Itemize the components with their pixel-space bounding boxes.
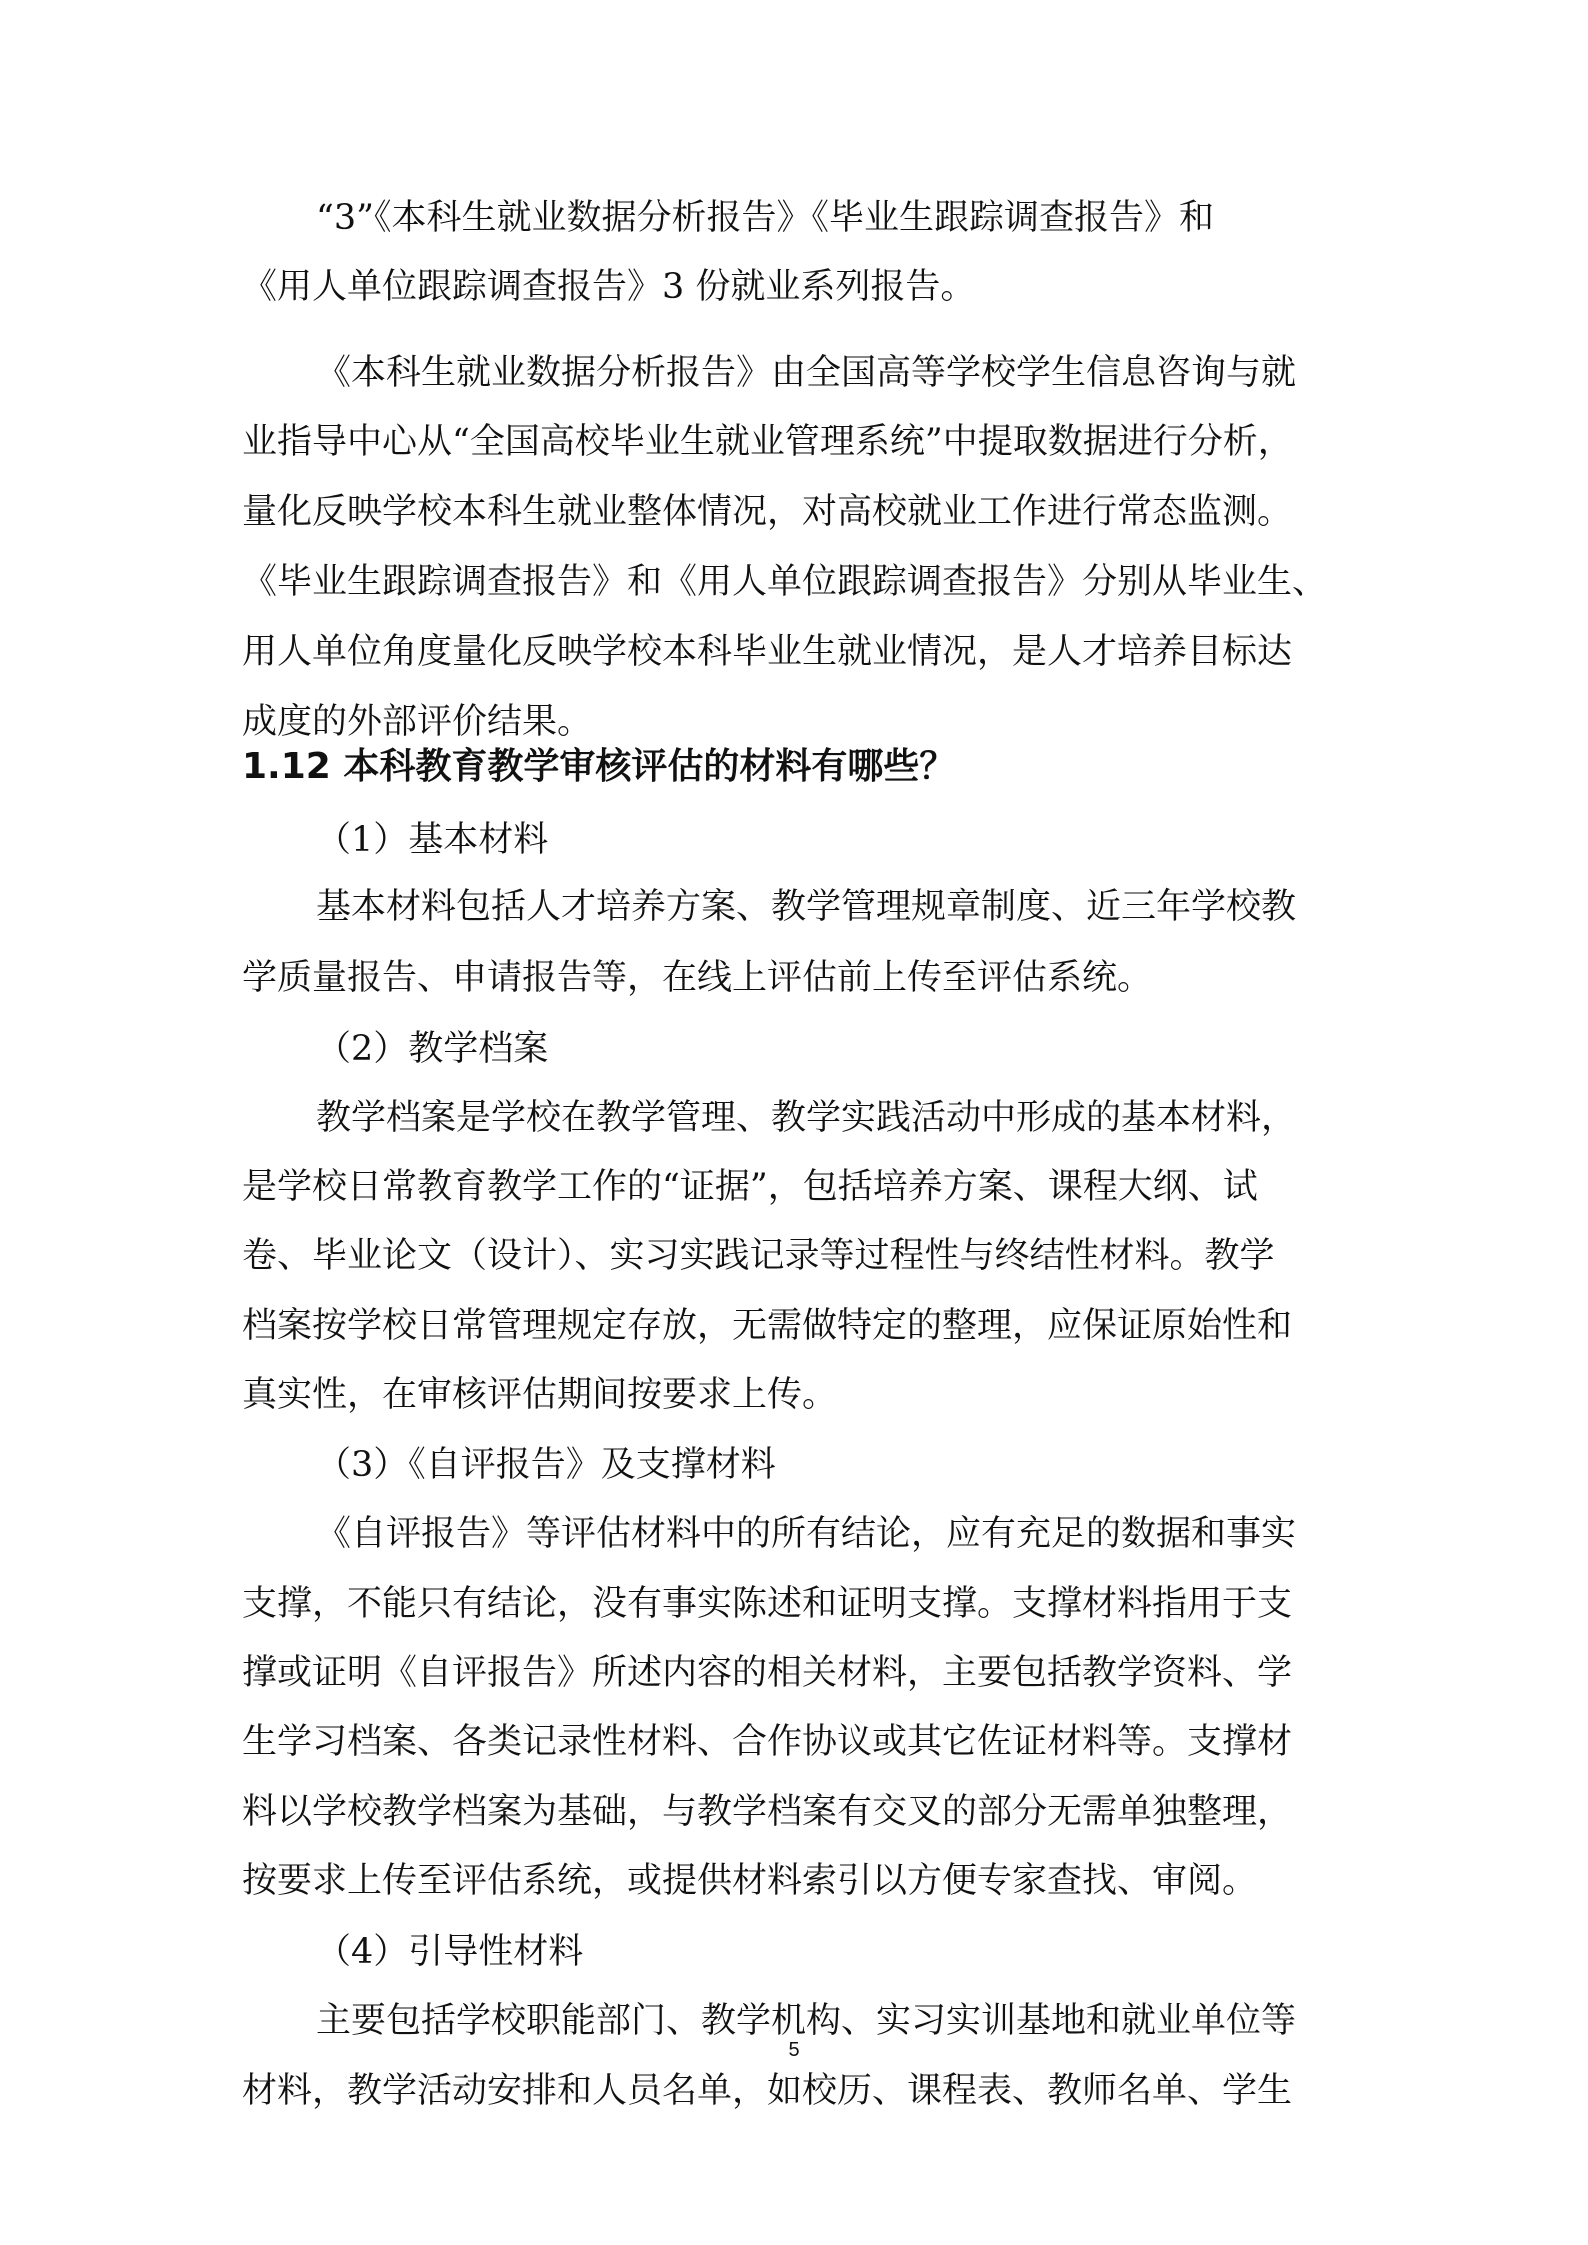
paragraph-line: 用人单位角度量化反映学校本科毕业生就业情况，是人才培养目标达 — [242, 632, 1293, 672]
paragraph-line: 撑或证明《自评报告》所述内容的相关材料，主要包括教学资料、学 — [242, 1653, 1293, 1693]
section-heading: 1.12 本科教育教学审核评估的材料有哪些？ — [242, 746, 956, 787]
paragraph-line: 卷、毕业论文（设计）、实习实践记录等过程性与终结性材料。教学 — [242, 1236, 1275, 1276]
paragraph-line: 业指导中心从“全国高校毕业生就业管理系统”中提取数据进行分析， — [242, 422, 1293, 462]
paragraph-line: “3”《本科生就业数据分析报告》《毕业生跟踪调查报告》和 — [316, 198, 1215, 238]
document-body — [242, 198, 1356, 2111]
paragraph-line: 学质量报告、申请报告等，在线上评估前上传至评估系统。 — [242, 958, 1153, 998]
subsection-title: （1）基本材料 — [316, 820, 549, 860]
paragraph-line: 档案按学校日常管理规定存放，无需做特定的整理，应保证原始性和 — [242, 1306, 1293, 1346]
paragraph-line: 量化反映学校本科生就业整体情况，对高校就业工作进行常态监测。 — [242, 492, 1293, 532]
paragraph-line: 教学档案是学校在教学管理、教学实践活动中形成的基本材料， — [316, 1098, 1297, 1138]
paragraph-line: 真实性，在审核评估期间按要求上传。 — [242, 1375, 838, 1415]
subsection-title: （2）教学档案 — [316, 1029, 549, 1069]
paragraph-line: 料以学校教学档案为基础，与教学档案有交叉的部分无需单独整理， — [242, 1792, 1293, 1832]
subsection-title: （3）《自评报告》及支撑材料 — [316, 1445, 776, 1485]
subsection-title: （4）引导性材料 — [316, 1932, 584, 1972]
paragraph-line: 支撑，不能只有结论，没有事实陈述和证明支撑。支撑材料指用于支 — [242, 1584, 1293, 1624]
paragraph-line: 是学校日常教育教学工作的“证据”，包括培养方案、课程大纲、试 — [242, 1167, 1258, 1207]
paragraph-line: 《毕业生跟踪调查报告》和《用人单位跟踪调查报告》分别从毕业生、 — [242, 562, 1328, 602]
paragraph-line: 《自评报告》等评估材料中的所有结论，应有充足的数据和事实 — [316, 1514, 1297, 1554]
paragraph-line: 《本科生就业数据分析报告》由全国高等学校学生信息咨询与就 — [316, 353, 1297, 393]
paragraph-line: 《用人单位跟踪调查报告》3 份就业系列报告。 — [242, 267, 976, 307]
paragraph-line: 材料，教学活动安排和人员名单，如校历、课程表、教师名单、学生 — [242, 2071, 1293, 2111]
paragraph-line: 基本材料包括人才培养方案、教学管理规章制度、近三年学校教 — [316, 887, 1297, 927]
paragraph-line: 成度的外部评价结果。 — [242, 702, 593, 742]
paragraph-line: 按要求上传至评估系统，或提供材料索引以方便专家查找、审阅。 — [242, 1861, 1258, 1901]
paragraph-line: 主要包括学校职能部门、教学机构、实习实训基地和就业单位等 — [316, 2001, 1297, 2041]
page-number: 5 — [788, 2039, 800, 2061]
paragraph-line: 生学习档案、各类记录性材料、合作协议或其它佐证材料等。支撑材 — [242, 1722, 1293, 1762]
